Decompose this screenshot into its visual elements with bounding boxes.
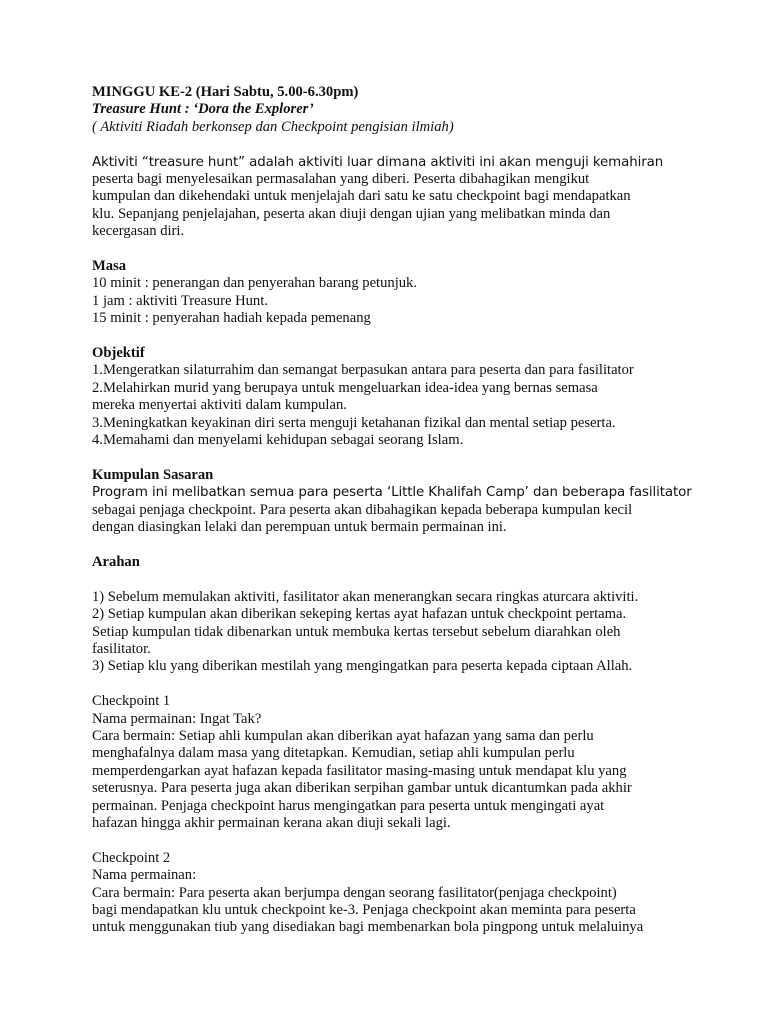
checkpoint-1-line: memperdengarkan ayat hafazan kepada fasilitator masing-masing untuk mendapat klu yang [92, 762, 627, 779]
arahan-line: fasilitator. [92, 640, 151, 657]
intro-line: kumpulan dan dikehendaki untuk menjelajah dari satu ke satu checkpoint bagi mendapatkan [92, 188, 631, 205]
checkpoint-1-line: permainan. Penjaga checkpoint harus mengingatkan para peserta untuk mengingati ayat [92, 797, 605, 814]
intro-line: kecergasan diri. [92, 223, 185, 240]
arahan-heading: Arahan [92, 553, 140, 570]
arahan-line: 3) Setiap klu yang diberikan mestilah yang mengingatkan para peserta kepada ciptaan Allah. [92, 658, 633, 675]
checkpoint-1-heading: Checkpoint 1 [92, 693, 171, 710]
intro-line: klu. Sepanjang penjelajahan, peserta akan diuji dengan ujian yang melibatkan minda dan [92, 205, 611, 222]
activity-note: ( Aktiviti Riadah berkonsep dan Checkpoint pengisian ilmiah) [92, 118, 454, 135]
arahan-line: 1) Sebelum memulakan aktiviti, fasilitator akan menerangkan secara ringkas aturcara aktiviti. [92, 588, 639, 605]
masa-item: 15 minit : penyerahan hadiah kepada pemenang [92, 310, 371, 327]
checkpoint-2-section [92, 850, 688, 937]
checkpoint-1-line: Nama permainan: Ingat Tak? [92, 710, 262, 727]
checkpoint-2-line: untuk menggunakan tiub yang disediakan bagi membenarkan bola pingpong untuk melaluinya [92, 919, 644, 936]
masa-heading: Masa [92, 258, 127, 275]
checkpoint-1-line: seterusnya. Para peserta juga akan diberikan serpihan gambar untuk dicantumkan pada akhir [92, 780, 632, 797]
objektif-line: mereka menyertai aktiviti dalam kumpulan. [92, 397, 347, 414]
arahan-line: Setiap kumpulan tidak dibenarkan untuk membuka kertas tersebut sebelum diarahkan oleh [92, 623, 621, 640]
objektif-heading: Objektif [92, 345, 145, 362]
arahan-line: 2) Setiap kumpulan akan diberikan sekeping kertas ayat hafazan untuk checkpoint pertama. [92, 606, 627, 623]
masa-item: 1 jam : aktiviti Treasure Hunt. [92, 292, 268, 309]
sasaran-line: dengan diasingkan lelaki dan perempuan untuk bermain permainan ini. [92, 519, 507, 536]
sasaran-line: sebagai penjaga checkpoint. Para peserta akan dibahagikan kepada beberapa kumpulan kecil [92, 501, 633, 518]
intro-line: Aktiviti “treasure hunt” adalah aktiviti luar dimana aktiviti ini akan menguji kemahiran [92, 154, 664, 170]
activity-subtitle: Treasure Hunt : ‘Dora the Explorer’ [92, 101, 314, 118]
masa-item: 10 minit : penerangan dan penyerahan barang petunjuk. [92, 275, 418, 292]
checkpoint-2-line: Nama permainan: [92, 867, 197, 884]
arahan-section [92, 554, 688, 676]
checkpoint-1-line: hafazan hingga akhir permainan kerana akan diuji sekali lagi. [92, 814, 451, 831]
checkpoint-1-line: Cara bermain: Setiap ahli kumpulan akan diberikan ayat hafazan yang sama dan perlu [92, 727, 594, 744]
sasaran-line: Program ini melibatkan semua para peserta ‘Little Khalifah Camp’ dan beberapa fasilitator [92, 485, 692, 501]
checkpoint-2-heading: Checkpoint 2 [92, 849, 171, 866]
objektif-line: 4.Memahami dan menyelami kehidupan sebagai seorang Islam. [92, 432, 464, 449]
intro-paragraph [92, 154, 688, 241]
checkpoint-1-line: menghafalnya dalam masa yang ditetapkan. Kemudian, setiap ahli kumpulan perlu [92, 745, 575, 762]
sasaran-heading: Kumpulan Sasaran [92, 466, 214, 483]
objektif-line: 2.Melahirkan murid yang berupaya untuk mengeluarkan idea-idea yang bernas semasa [92, 379, 598, 396]
objektif-section [92, 345, 688, 449]
week-title: MINGGU KE-2 (Hari Sabtu, 5.00-6.30pm) [92, 84, 359, 100]
sasaran-section [92, 466, 692, 537]
objektif-line: 3.Meningkatkan keyakinan diri serta menguji ketahanan fizikal dan mental setiap peserta. [92, 414, 616, 431]
masa-section [92, 258, 688, 328]
intro-line: peserta bagi menyelesaikan permasalahan yang diberi. Peserta dibahagikan mengikut [92, 171, 590, 188]
objektif-line: 1.Mengeratkan silaturrahim dan semangat berpasukan antara para peserta dan para fasilitator [92, 362, 634, 379]
checkpoint-1-section [92, 693, 688, 832]
checkpoint-2-line: bagi mendapatkan klu untuk checkpoint ke-3. Penjaga checkpoint akan meminta para peserta [92, 901, 636, 918]
document-header [92, 84, 688, 136]
checkpoint-2-line: Cara bermain: Para peserta akan berjumpa dengan seorang fasilitator(penjaga checkpoint) [92, 884, 617, 901]
